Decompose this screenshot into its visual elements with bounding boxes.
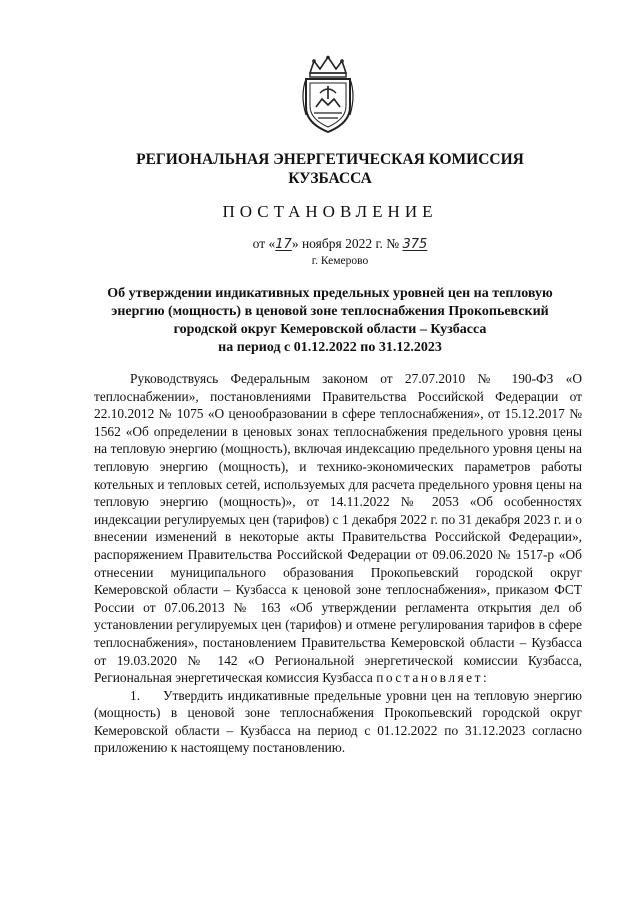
date-prefix: от « [252,236,276,251]
organization-name [80,150,580,188]
clause-number: 1. [130,687,141,703]
document-type: ПОСТАНОВЛЕНИЕ [222,202,438,221]
preamble-paragraph [94,370,582,687]
organization-line-1: РЕГИОНАЛЬНАЯ ЭНЕРГЕТИЧЕСКАЯ КОМИССИЯ [136,151,524,168]
kuzbass-coat-of-arms-icon [296,55,360,135]
handwritten-number: 375 [402,237,428,252]
city: г. Кемерово [311,255,369,267]
title-line: Об утверждении индикативных предельных уровней цен на тепловую [107,286,553,301]
title-line: на период с 01.12.2022 по 31.12.2023 [218,340,442,355]
date-line [200,235,480,253]
document-title [95,285,565,357]
handwritten-day: 17 [275,237,292,252]
clause-text: Утвердить индикативные предельные уровни цен на тепловую энергию (мощность) в ценовой зоне теплоснабжения Прокопьевский городской округ Кемеровской области – Кузбасса на период с 01.12.2022 по 31.12.2023 согласно приложению к настоящему постановлению. [94,687,582,756]
preamble-text: Руководствуясь Федеральным законом от 27.07.2010 № 190-ФЗ «О теплоснабжении», постановлениями Правительства Российской Федерации от 22.10.2012 № 1075 «О ценообразовании в сфере теплоснабжения», от 15.12.2017 № 1562 «Об определении в ценовых зонах теплоснабжения предельного уровня цены на тепловую энергию (мощность), включая индексацию предельного уровня цены на тепловую энергию (мощность), и технико-экономических параметров работы котельных и тепловых сетей, используемых для расчета предельного уровня цены на тепловую энергию (мощность)», от 14.11.2022 № 2053 «Об особенностях индексации регулируемых цен (тарифов) с 1 декабря 2022 г. по 31 декабря 2023 г. и о внесении изменений в некоторые акты Правительства Российской Федерации», распоряжением Правительства Российской Федерации от 09.06.2020 № 1517-р «Об отнесении муниципального образования Прокопьевский городской округ Кемеровской области – Кузбасса к ценовой зоне теплоснабжения», приказом ФСТ России от 07.06.2013 № 163 «Об утверждении регламента открытия дел об установлении регулируемых цен (тарифов) и отмене регулирования тарифов в сфере теплоснабжения», постановлением Правительства Кемеровской области – Кузбасса от 19.03.2020 № 142 «О Региональной энергетической комиссии Кузбасса, Региональная энергетическая комиссия Кузбасса [94,371,582,686]
date-middle: » ноября 2022 г. № [291,236,403,251]
resolves-word: постановляет: [376,670,490,686]
organization-line-2: КУЗБАССА [288,170,372,187]
title-line: городской округ Кемеровской области – Кузбасса [173,322,487,337]
clause-1 [94,687,582,757]
title-line: энергию (мощность) в ценовой зоне теплоснабжения Прокопьевский [111,304,549,319]
document-body [94,370,582,757]
